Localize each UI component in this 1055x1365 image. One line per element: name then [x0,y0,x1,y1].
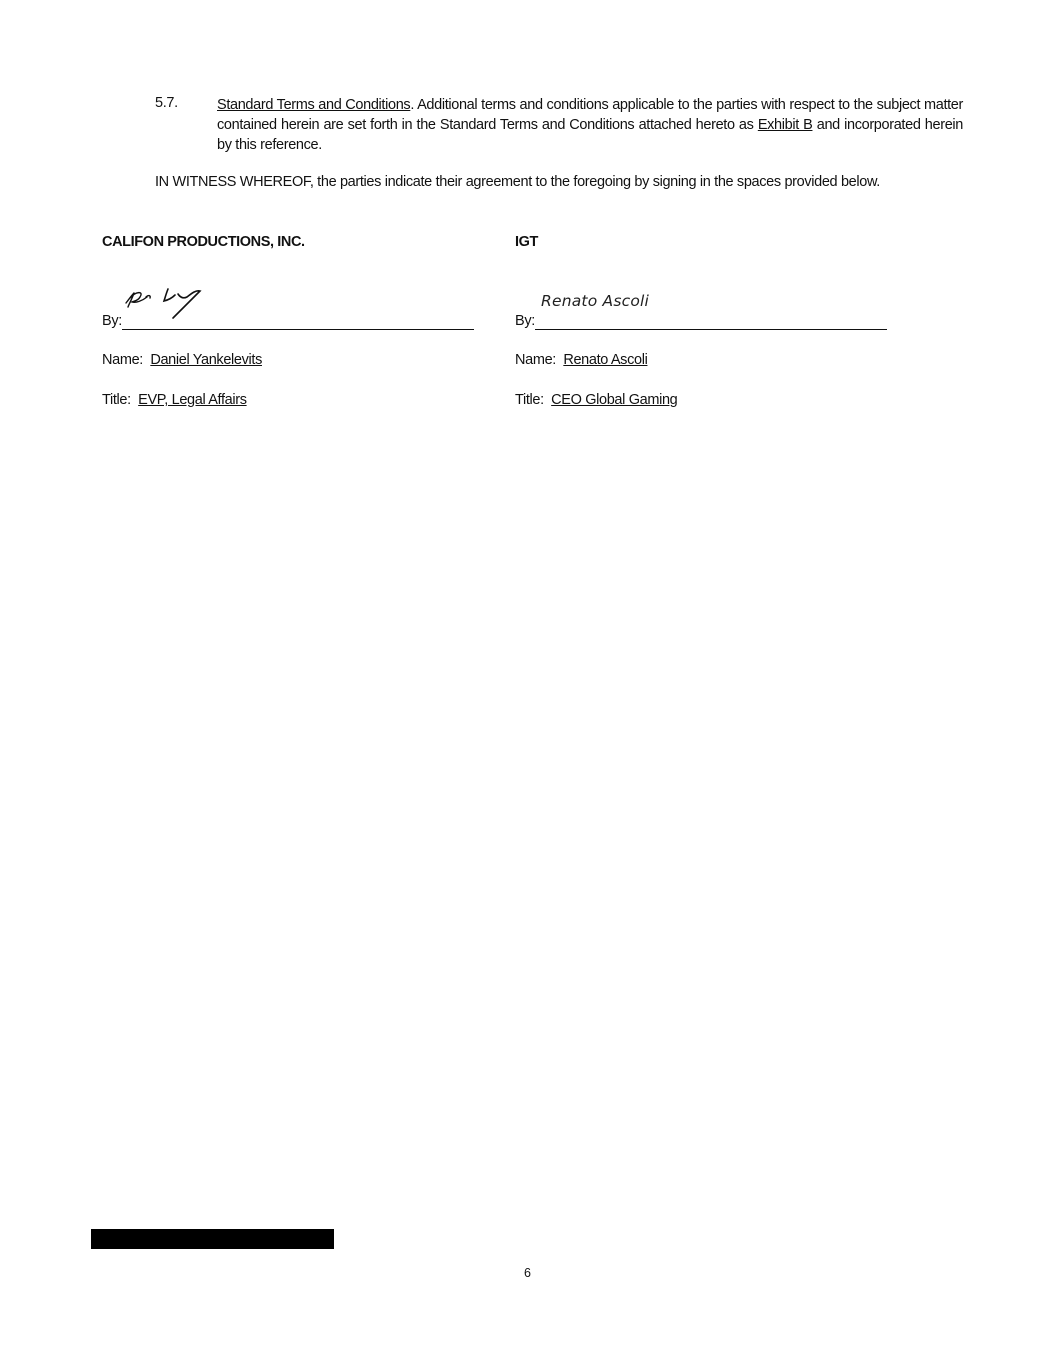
left-signature-rule [122,312,474,330]
right-title-value: CEO Global Gaming [551,392,678,408]
section-paragraph [217,95,963,155]
page-number: 6 [524,1266,531,1280]
section-heading: Standard Terms and Conditions [217,97,411,113]
left-title-label: Title: [102,392,131,408]
left-name-label: Name: [102,352,143,368]
section-text-part2: and incorporated herein by this reference. [217,117,963,153]
right-title-label: Title: [515,392,544,408]
right-party-name: IGT [515,234,538,250]
left-title-field [102,392,247,408]
left-title-value: EVP, Legal Affairs [138,392,247,408]
right-by-label: By: [515,313,535,329]
right-name-field [515,352,647,368]
exhibit-reference: Exhibit B [757,117,813,133]
left-name-field [102,352,262,368]
left-by-label: By: [102,313,122,329]
right-name-value: Renato Ascoli [563,352,648,368]
right-signature-rule [535,312,887,330]
typed-signature: Renato Ascoli [541,292,650,310]
left-name-value: Daniel Yankelevits [150,352,262,368]
right-title-field [515,392,677,408]
right-signature-line [515,312,887,330]
redaction-bar [91,1229,334,1249]
section-text-part1: . Additional terms and conditions applicable to the parties with respect to the subject matter contained herein are set forth in the Standard Terms and Conditions attached hereto as [217,97,963,133]
left-signature-line [102,312,474,330]
left-party-name: CALIFON PRODUCTIONS, INC. [102,234,305,250]
right-name-label: Name: [515,352,556,368]
witness-clause: IN WITNESS WHEREOF, the parties indicate their agreement to the foregoing by signing in the spaces provided below. [155,174,880,190]
section-number: 5.7. [155,95,178,111]
